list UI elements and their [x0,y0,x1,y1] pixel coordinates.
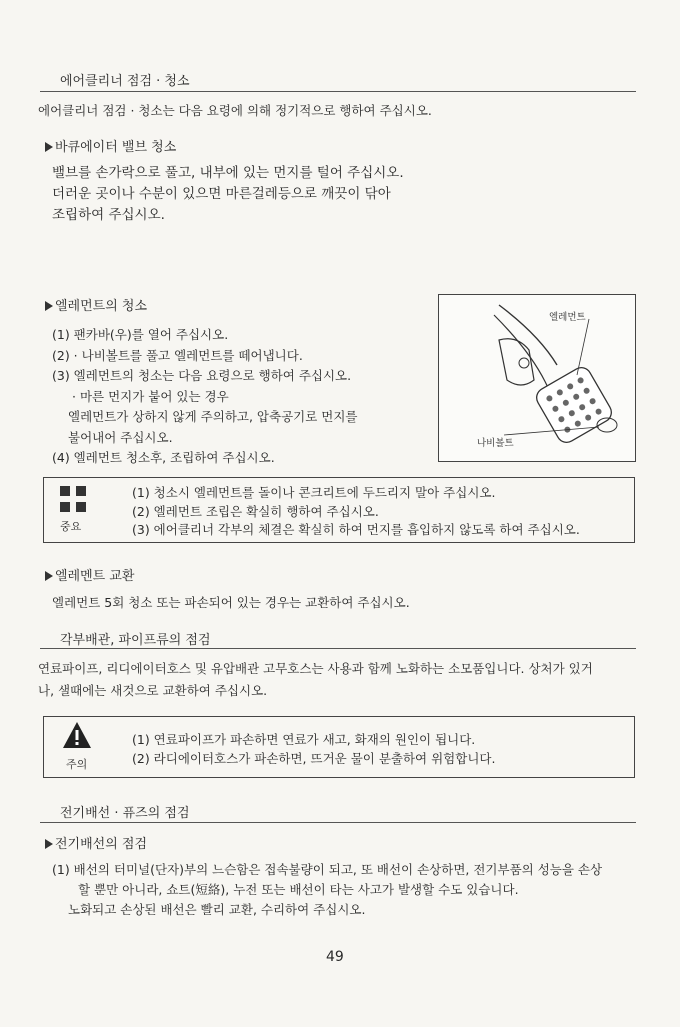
text-line: 조립하여 주십시오. [52,207,165,223]
text-line: (1) 배선의 터미널(단자)부의 느슨함은 접속불량이 되고, 또 배선이 손상하면, 전기부품의 성능을 손상 [52,862,603,877]
list-item: (1) 연료파이프가 파손하면 연료가 새고, 화재의 원인이 됩니다. [132,732,476,747]
air-cleaner-diagram [439,295,635,461]
butterfly-bolt-label: 나비볼트 [477,438,514,449]
text-line: 할 뿐만 아니라, 쇼트(短絡), 누전 또는 배선이 타는 사고가 발생할 수도 있습니다. [78,882,519,897]
list-item: (3) 에어클리너 각부의 체결은 확실히 하여 먼지를 흡입하지 않도록 하여 주십시오. [132,522,580,537]
list-item: (2) · 나비볼트를 풀고 엘레먼트를 떼어냅니다. [52,347,303,363]
divider [40,91,636,92]
triangle-bullet-icon [45,301,53,311]
element-label: 엘레먼트 [549,312,586,323]
section-title-pipes: 각부배관, 파이프류의 점검 [60,633,211,648]
subheading-element-replace: 엘레멘트 교환 [45,565,134,584]
caution-label: 주의 [66,758,88,771]
list-item: (1) 청소시 엘레먼트를 돌이나 콘크리트에 두드리지 말아 주십시오. [132,485,496,500]
list-item: (3) 엘레먼트의 청소는 다음 요령으로 행하여 주십시오. [52,368,352,383]
element-figure [438,294,636,462]
warning-triangle-icon [62,721,92,753]
text-line: 밸브를 손가락으로 풀고, 내부에 있는 먼지를 털어 주십시오. [52,165,404,181]
section-title-air-cleaner: 에어클리너 점검 · 청소 [60,74,190,89]
list-item: (2) 라디에이터호스가 파손하면, 뜨거운 물이 분출하여 위험합니다. [132,751,496,766]
divider [40,822,636,823]
page-number: 49 [326,949,344,965]
subheading-wiring: 전기배선의 점검 [45,833,147,852]
triangle-bullet-icon [45,571,53,581]
caution-list [132,730,495,768]
pipes-text [38,658,593,702]
vacuator-text [52,163,404,226]
triangle-bullet-icon [45,839,53,849]
text-line: 연료파이프, 리디에이터호스 및 유압배관 고무호스는 사용과 함께 노화하는 소모품입니다. 상처가 있거 [38,661,593,676]
text-line: 나, 샐때에는 새것으로 교환하여 주십시오. [38,683,268,698]
subheading-vacuator: 바큐에이터 밸브 청소 [45,136,176,155]
divider [40,648,636,649]
list-item: 엘레먼트가 상하지 않게 주의하고, 압축공기로 먼지를 [68,409,358,424]
section-title-wiring: 전기배선 · 퓨즈의 점검 [60,806,190,821]
element-replace-text: 엘레먼트 5회 청소 또는 파손되어 있는 경우는 교환하여 주십시오. [52,595,410,610]
list-item: (2) 엘레먼트 조립은 확실히 행하여 주십시오. [132,503,379,519]
cross-icon [60,486,86,512]
text-line: 노화되고 손상된 배선은 빨리 교환, 수리하여 주십시오. [68,902,366,917]
caution-box [43,716,635,778]
important-label: 중요 [60,520,82,533]
list-item: (1) 팬카바(우)를 열어 주십시오. [52,327,229,342]
air-cleaner-intro: 에어클리너 점검 · 청소는 다음 요령에 의해 정기적으로 행하여 주십시오. [38,103,432,118]
list-item: (4) 엘레먼트 청소후, 조립하여 주십시오. [52,450,275,465]
text-line: 더러운 곳이나 수분이 있으면 마른걸레등으로 깨끗이 닦아 [52,186,391,202]
list-item: 불어내어 주십시오. [68,429,173,445]
important-list [132,484,580,540]
subheading-element-clean: 엘레먼트의 청소 [45,295,147,314]
element-clean-list [52,325,358,469]
triangle-bullet-icon [45,142,53,152]
important-box [43,477,635,543]
list-item: · 마른 먼지가 붙어 있는 경우 [72,388,229,404]
wiring-list [52,860,602,920]
